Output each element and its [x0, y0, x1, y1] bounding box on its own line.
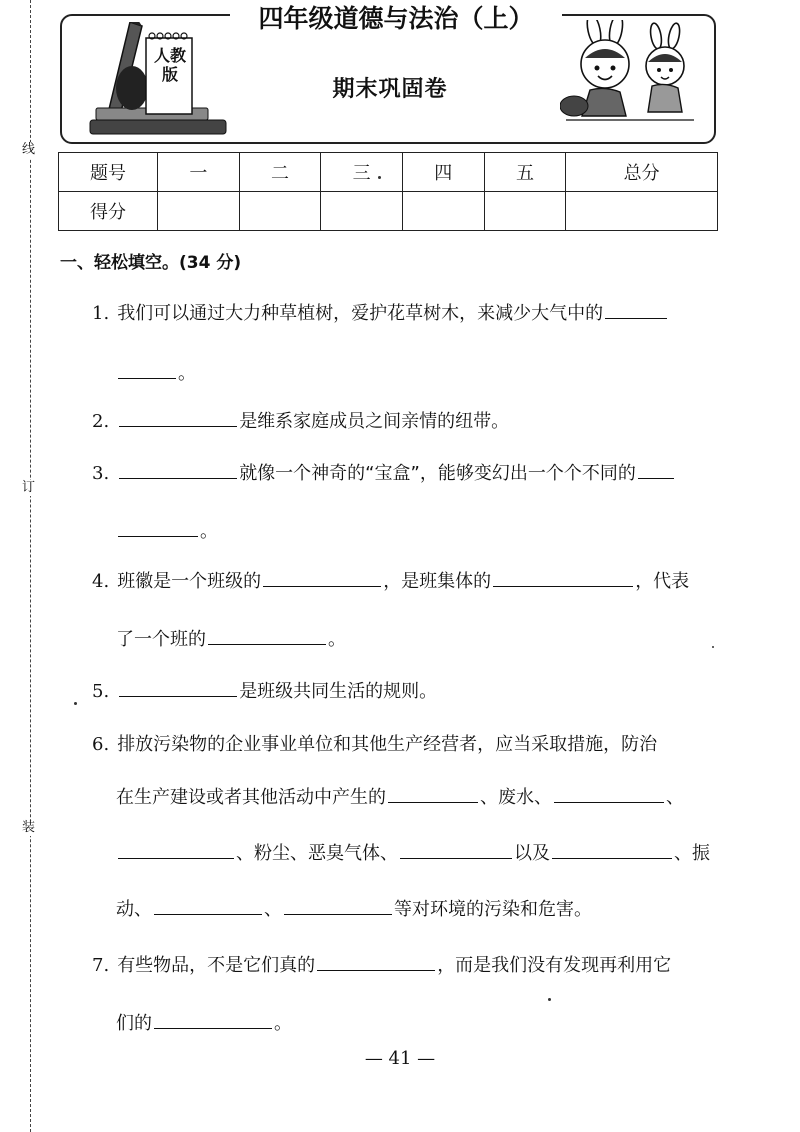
score-input-cell[interactable] [566, 192, 718, 231]
scan-speck [378, 176, 381, 179]
question-1 [92, 300, 669, 327]
question-text: 。 [328, 629, 346, 650]
score-table-cell: 五 [484, 153, 566, 192]
page-number: — 41 — [364, 1048, 436, 1069]
question-text: ，代表 [635, 571, 690, 592]
answer-blank[interactable] [119, 408, 237, 427]
score-table-cell: 总分 [566, 153, 718, 192]
score-input-cell[interactable] [321, 192, 403, 231]
score-table-cell: 二 [239, 153, 321, 192]
question-text: 在生产建设或者其他活动中产生的 [116, 787, 386, 808]
page-title: 四年级道德与法治（上） [230, 4, 562, 34]
answer-blank[interactable] [154, 1010, 272, 1029]
score-input-cell[interactable] [158, 192, 240, 231]
question-text: 、粉尘、恶臭气体、 [236, 843, 398, 864]
question-5 [92, 678, 437, 705]
answer-blank[interactable] [605, 300, 667, 319]
question-7-continued [116, 1010, 292, 1037]
answer-blank[interactable] [119, 678, 237, 697]
answer-blank[interactable] [263, 568, 381, 587]
score-table-cell: 一 [158, 153, 240, 192]
question-number: 1. [92, 303, 110, 324]
question-text: 、振 [674, 843, 710, 864]
answer-blank[interactable] [388, 784, 478, 803]
question-number: 6. [92, 734, 110, 755]
question-text: 动、 [116, 899, 152, 920]
question-text: 是维系家庭成员之间亲情的纽带。 [239, 411, 510, 432]
question-number: 4. [92, 571, 110, 592]
question-text: 、 [264, 899, 282, 920]
question-text: 、废水、 [480, 787, 552, 808]
question-4-continued [116, 626, 346, 653]
answer-blank[interactable] [552, 840, 672, 859]
question-6-line-2 [116, 784, 684, 811]
question-text: 就像一个神奇的“宝盒”，能够变幻出一个个不同的 [239, 463, 636, 484]
question-3 [92, 460, 676, 487]
question-text: 等对环境的污染和危害。 [394, 899, 592, 920]
score-input-cell[interactable] [484, 192, 566, 231]
page-subtitle: 期末巩固卷 [332, 77, 448, 102]
binding-char-bottom: 装 [22, 820, 36, 835]
scan-speck [74, 702, 77, 705]
score-table-cell: 四 [402, 153, 484, 192]
question-text: ，是班集体的 [383, 571, 492, 592]
question-6 [92, 732, 657, 758]
binding-line [30, 0, 31, 1132]
question-text: 我们可以通过大力种草植树，爱护花草树木，来减少大气中的 [117, 303, 604, 324]
question-text: 。 [200, 521, 218, 542]
question-text: 班徽是一个班级的 [117, 571, 262, 592]
question-3-continued [116, 518, 218, 545]
question-number: 2. [92, 411, 110, 432]
question-text: ，而是我们没有发现再利用它 [437, 955, 672, 976]
answer-blank[interactable] [284, 896, 392, 915]
score-table-header-row [59, 153, 718, 192]
question-text: 了一个班的 [116, 629, 206, 650]
score-table [58, 152, 718, 231]
scan-speck [712, 646, 714, 648]
section-heading: 一、轻松填空。(34 分) [60, 253, 242, 273]
edition-badge: 人教版 [153, 46, 186, 84]
score-input-cell[interactable] [402, 192, 484, 231]
question-text: 有些物品，不是它们真的 [117, 955, 316, 976]
answer-blank[interactable] [208, 626, 326, 645]
question-text: 是班级共同生活的规则。 [239, 681, 438, 702]
question-number: 5. [92, 681, 110, 702]
question-6-line-3 [116, 840, 710, 867]
question-2 [92, 408, 509, 435]
question-number: 3. [92, 463, 110, 484]
answer-blank[interactable] [118, 840, 234, 859]
question-1-continued [116, 360, 196, 387]
score-input-cell[interactable] [239, 192, 321, 231]
answer-blank[interactable] [400, 840, 512, 859]
answer-blank[interactable] [118, 518, 198, 537]
question-6-line-4 [116, 896, 592, 923]
question-text: 。 [274, 1013, 292, 1034]
answer-blank[interactable] [118, 360, 176, 379]
score-table-cell: 题号 [59, 153, 158, 192]
question-number: 7. [92, 955, 110, 976]
answer-blank[interactable] [493, 568, 633, 587]
question-text: 。 [178, 363, 196, 384]
scan-speck [548, 998, 551, 1001]
binding-char-middle: 订 [22, 480, 36, 495]
question-text: 们的 [116, 1013, 152, 1034]
answer-blank[interactable] [317, 952, 435, 971]
answer-blank[interactable] [154, 896, 262, 915]
answer-blank[interactable] [638, 460, 674, 479]
binding-char-top: 线 [22, 142, 36, 157]
question-text: 以及 [514, 843, 550, 864]
score-table-cell: 三 [321, 153, 403, 192]
bunny-kids-illustration [560, 20, 700, 128]
answer-blank[interactable] [119, 460, 237, 479]
question-text: 、 [666, 787, 684, 808]
score-row-label: 得分 [59, 192, 158, 231]
question-text: 排放污染物的企业事业单位和其他生产经营者，应当采取措施，防治 [117, 734, 658, 755]
answer-blank[interactable] [554, 784, 664, 803]
question-4 [92, 568, 689, 595]
question-7 [92, 952, 671, 979]
score-table-score-row [59, 192, 718, 231]
